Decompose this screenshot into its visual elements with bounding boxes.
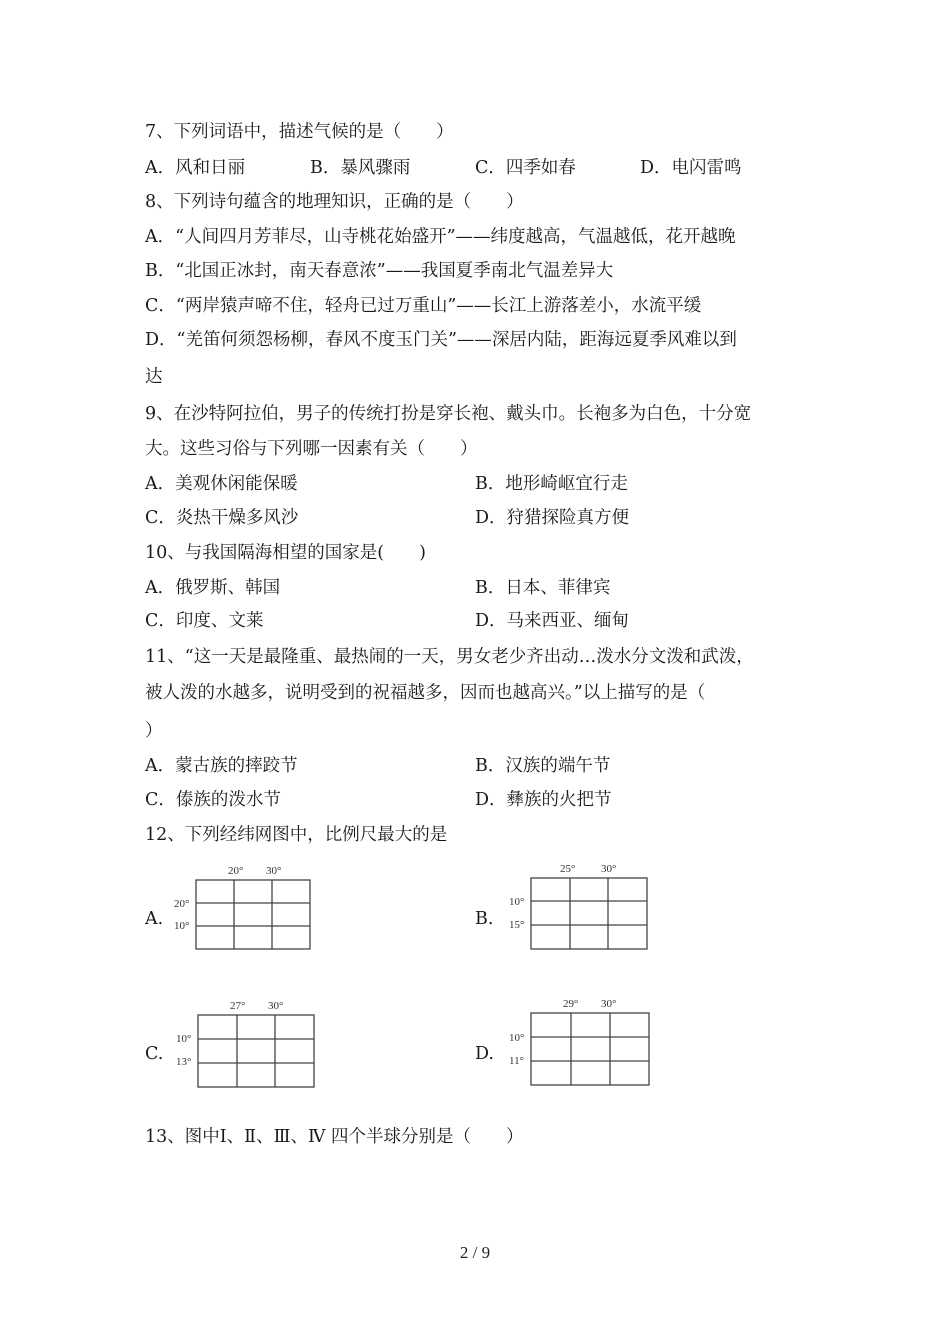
q8-stem: 8、下列诗句蕴含的地理知识，正确的是（ ） (145, 192, 524, 212)
q11-option-b: B．汉族的端午节 (475, 756, 611, 776)
q11-option-a: A．蒙古族的摔跤节 (145, 756, 298, 776)
lat-label: 11° (509, 1055, 524, 1067)
q9-option-d: D．狩猎探险真方便 (475, 508, 630, 528)
q11-option-c: C．傣族的泼水节 (145, 790, 281, 810)
q13-stem: 13、图中Ⅰ、Ⅱ、Ⅲ、Ⅳ 四个半球分别是（ ） (145, 1127, 524, 1147)
q11-option-d: D．彝族的火把节 (475, 790, 612, 810)
lon-label: 30° (268, 1000, 284, 1012)
q8-option-d: D．“羌笛何须怨杨柳，春风不度玉门关”——深居内陆，距海远夏季风难以到 (145, 330, 737, 350)
lat-label: 15° (509, 919, 525, 931)
q7-option-c: C．四季如春 (475, 158, 576, 178)
q10-option-a: A．俄罗斯、韩国 (145, 578, 281, 598)
q12-figure-a-label: A. (145, 909, 164, 929)
lon-label: 29° (563, 998, 579, 1010)
q8-option-a: A．“人间四月芳菲尽，山寺桃花始盛开”——纬度越高，气温越低，花开越晚 (145, 227, 736, 247)
q12-figure-b-label: B. (475, 909, 494, 929)
lon-label: 27° (230, 1000, 246, 1012)
lat-label: 10° (509, 896, 525, 908)
q10-option-b: B．日本、菲律宾 (475, 578, 611, 598)
q9-stem-line2: 大。这些习俗与下列哪一因素有关（ ） (145, 439, 478, 459)
lon-label: 30° (266, 865, 282, 877)
q10-stem: 10、与我国隔海相望的国家是( ) (145, 543, 426, 563)
q12-stem: 12、下列经纬网图中，比例尺最大的是 (145, 825, 448, 845)
lat-label: 10° (174, 920, 190, 932)
lat-label: 20° (174, 898, 190, 910)
q10-option-d: D．马来西亚、缅甸 (475, 611, 630, 631)
q8-option-b: B．“北国正冰封，南天春意浓”——我国夏季南北气温差异大 (145, 261, 614, 281)
q12-figure-c-label: C. (145, 1044, 164, 1064)
lon-label: 30° (601, 863, 617, 875)
lat-label: 13° (176, 1056, 192, 1068)
q9-stem-line1: 9、在沙特阿拉伯，男子的传统打扮是穿长袍、戴头巾。长袍多为白色，十分宽 (145, 404, 752, 424)
q11-stem-line1: 11、“这一天是最隆重、最热闹的一天，男女老少齐出动…泼水分文泼和武泼， (145, 647, 754, 667)
q11-stem-line2: 被人泼的水越多，说明受到的祝福越多，因而也越高兴。”以上描写的是（ (145, 683, 706, 703)
page-number: 2 / 9 (459, 1243, 491, 1262)
q12-figure-c-grid (172, 993, 332, 1097)
q10-option-c: C．印度、文莱 (145, 611, 264, 631)
q9-option-c: C．炎热干燥多风沙 (145, 508, 299, 528)
q12-figure-d-label: D. (475, 1044, 494, 1064)
lat-label: 10° (176, 1033, 192, 1045)
q11-stem-line3: ） (145, 721, 163, 741)
q7-option-d: D．电闪雷鸣 (640, 158, 742, 178)
q9-option-a: A．美观休闲能保暖 (145, 474, 298, 494)
q7-option-a: A．风和日丽 (145, 158, 246, 178)
lon-label: 20° (228, 865, 244, 877)
q9-option-b: B．地形崎岖宜行走 (475, 474, 628, 494)
q8-option-c: C．“两岸猿声啼不住，轻舟已过万重山”——长江上游落差小，水流平缓 (145, 296, 702, 316)
lat-label: 10° (509, 1032, 525, 1044)
q12-figure-a-grid (170, 858, 330, 962)
lon-label: 25° (560, 863, 576, 875)
q8-option-d-wrap: 达 (145, 367, 163, 387)
lon-label: 30° (601, 998, 617, 1010)
q7-stem: 7、下列词语中，描述气候的是（ ） (145, 122, 454, 142)
q7-option-b: B．暴风骤雨 (310, 158, 411, 178)
q12-figure-b-grid (505, 856, 665, 960)
q12-figure-d-grid (505, 991, 665, 1095)
